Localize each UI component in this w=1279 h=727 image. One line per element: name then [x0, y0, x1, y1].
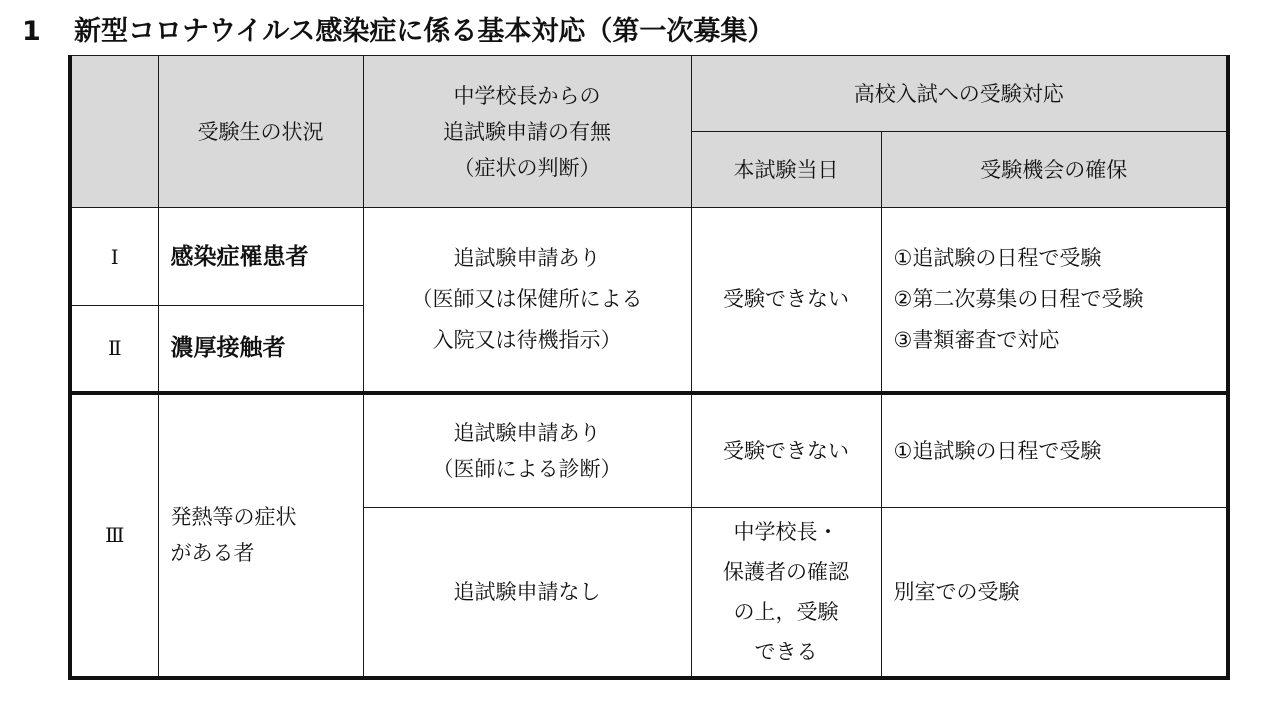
request-line: 入院又は待機指示）	[432, 328, 622, 353]
header-id-cell	[70, 56, 158, 208]
opportunity-line: ②第二次募集の日程で受験	[893, 287, 1144, 312]
status-line: 発熱等の症状	[170, 505, 297, 529]
row-request	[363, 393, 691, 508]
exam-day-line: の上，受験	[733, 599, 839, 624]
header-status: 受験生の状況	[158, 56, 363, 208]
header-request	[363, 56, 691, 208]
header-request-line: 追試験申請の有無	[443, 119, 611, 144]
table-row	[70, 393, 1228, 508]
row-exam-day	[691, 508, 881, 678]
header-exam-day: 本試験当日	[691, 132, 881, 208]
row-request: 追試験申請なし	[363, 508, 691, 678]
request-line: 追試験申請あり	[453, 246, 601, 271]
status-line: がある者	[170, 541, 255, 565]
row-status: 感染症罹患者	[158, 208, 363, 306]
row-exam-day: 受験できない	[691, 393, 881, 508]
request-line: （医師又は保健所による	[411, 287, 643, 312]
table-row	[70, 208, 1228, 306]
header-row-1	[70, 56, 1228, 132]
exam-day-line: 保護者の確認	[723, 559, 849, 584]
page-title	[22, 14, 774, 50]
row-status: 濃厚接触者	[158, 306, 363, 393]
exam-day-line: できる	[754, 639, 818, 664]
row-opportunity: ①追試験の日程で受験	[881, 393, 1228, 508]
header-request-line: （症状の判断）	[453, 155, 601, 180]
row-id: Ⅱ	[70, 306, 158, 393]
row-request	[363, 208, 691, 393]
header-request-line: 中学校長からの	[453, 83, 601, 108]
section-number: 1	[22, 16, 41, 47]
request-line: 追試験申請あり	[453, 420, 601, 445]
row-exam-day: 受験できない	[691, 208, 881, 393]
request-line: （医師による診断）	[432, 456, 622, 481]
response-table	[68, 55, 1230, 680]
header-opportunity: 受験機会の確保	[881, 132, 1228, 208]
header-response-group: 高校入試への受験対応	[691, 56, 1228, 132]
row-id: Ⅰ	[70, 208, 158, 306]
row-opportunity	[881, 208, 1228, 393]
row-status	[158, 393, 363, 678]
opportunity-line: ①追試験の日程で受験	[893, 246, 1102, 271]
opportunity-line: ③書類審査で対応	[893, 328, 1060, 353]
row-opportunity: 別室での受験	[881, 508, 1228, 678]
exam-day-line: 中学校長・	[733, 519, 839, 544]
row-id: Ⅲ	[70, 393, 158, 678]
section-title: 新型コロナウイルス感染症に係る基本対応（第一次募集）	[74, 16, 775, 47]
